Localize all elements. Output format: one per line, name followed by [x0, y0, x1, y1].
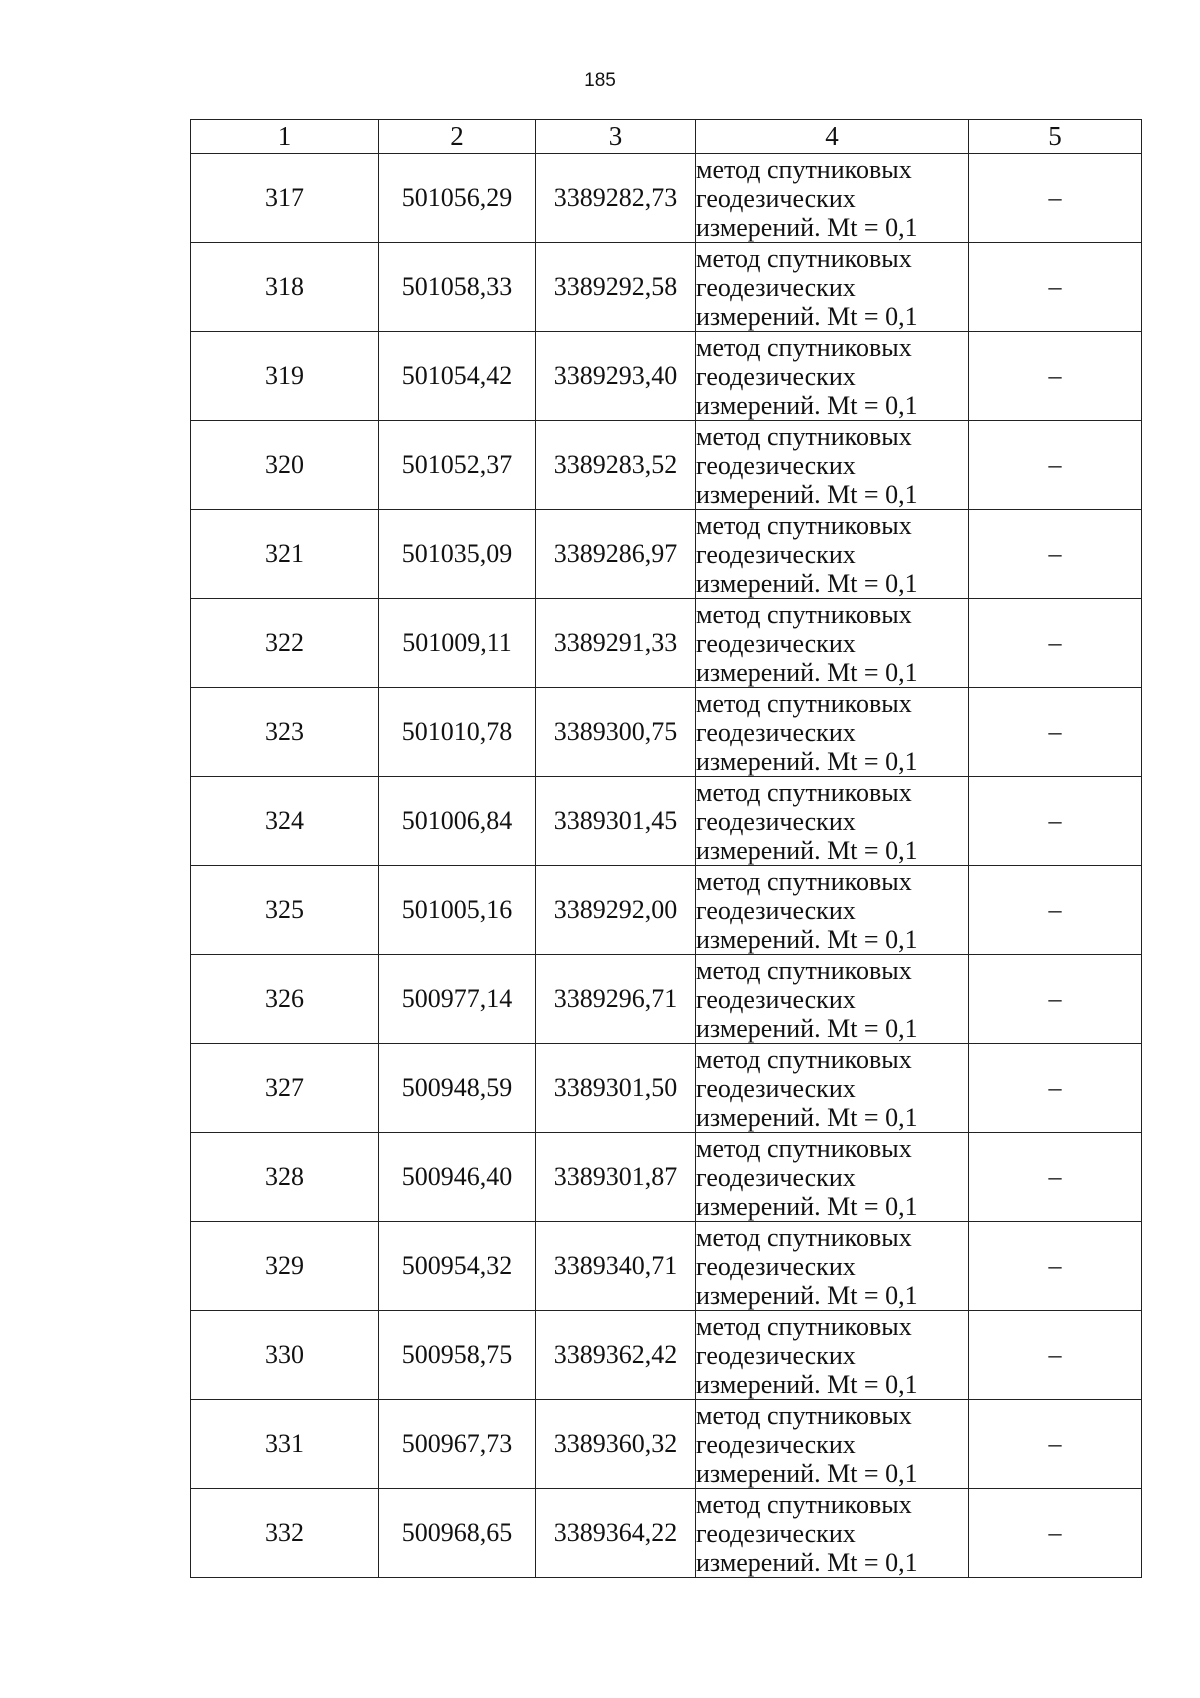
method-text-line: метод спутниковых — [696, 510, 912, 540]
method-cell — [696, 421, 969, 510]
method-cell — [696, 1489, 969, 1578]
y-coordinate-cell: 3389286,97 — [536, 510, 696, 599]
table-row — [191, 154, 1142, 243]
method-cell — [696, 1222, 969, 1311]
table-row — [191, 243, 1142, 332]
method-text-line: измерений. Mt = 0,1 — [696, 301, 918, 331]
table-header-row — [191, 120, 1142, 154]
point-number-cell: 325 — [191, 866, 379, 955]
y-coordinate-cell: 3389340,71 — [536, 1222, 696, 1311]
table-body — [191, 154, 1142, 1578]
method-text-line: метод спутниковых — [696, 1400, 912, 1430]
x-coordinate-cell: 500967,73 — [379, 1400, 536, 1489]
point-number-cell: 322 — [191, 599, 379, 688]
method-text-line: измерений. Mt = 0,1 — [696, 1547, 918, 1577]
method-text-line: геодезических — [696, 1429, 856, 1459]
y-coordinate-cell: 3389293,40 — [536, 332, 696, 421]
table-row — [191, 599, 1142, 688]
table-row — [191, 421, 1142, 510]
method-text-line: геодезических — [696, 984, 856, 1014]
x-coordinate-cell: 501052,37 — [379, 421, 536, 510]
point-number-cell: 317 — [191, 154, 379, 243]
y-coordinate-cell: 3389292,58 — [536, 243, 696, 332]
method-text-line: измерений. Mt = 0,1 — [696, 479, 918, 509]
x-coordinate-cell: 501010,78 — [379, 688, 536, 777]
method-text-line: измерений. Mt = 0,1 — [696, 568, 918, 598]
point-number-cell: 329 — [191, 1222, 379, 1311]
method-cell — [696, 955, 969, 1044]
x-coordinate-cell: 501009,11 — [379, 599, 536, 688]
y-coordinate-cell: 3389291,33 — [536, 599, 696, 688]
error-value-cell: – — [969, 1489, 1142, 1578]
method-cell — [696, 1400, 969, 1489]
error-value-cell: – — [969, 777, 1142, 866]
y-coordinate-cell: 3389364,22 — [536, 1489, 696, 1578]
coordinates-table — [190, 119, 1142, 1578]
method-cell — [696, 777, 969, 866]
method-cell — [696, 1044, 969, 1133]
point-number-cell: 326 — [191, 955, 379, 1044]
error-value-cell: – — [969, 1133, 1142, 1222]
method-text-line: измерений. Mt = 0,1 — [696, 1191, 918, 1221]
method-text-line: геодезических — [696, 539, 856, 569]
point-number-cell: 319 — [191, 332, 379, 421]
method-text-line: метод спутниковых — [696, 866, 912, 896]
table-row — [191, 866, 1142, 955]
method-cell — [696, 1311, 969, 1400]
y-coordinate-cell: 3389362,42 — [536, 1311, 696, 1400]
method-text-line: метод спутниковых — [696, 154, 912, 184]
method-text-line: метод спутниковых — [696, 1489, 912, 1519]
point-number-cell: 331 — [191, 1400, 379, 1489]
method-text-line: метод спутниковых — [696, 1311, 912, 1341]
column-header-5: 5 — [969, 120, 1142, 154]
method-cell — [696, 866, 969, 955]
method-text-line: геодезических — [696, 717, 856, 747]
point-number-cell: 327 — [191, 1044, 379, 1133]
method-text-line: геодезических — [696, 895, 856, 925]
x-coordinate-cell: 501056,29 — [379, 154, 536, 243]
y-coordinate-cell: 3389301,45 — [536, 777, 696, 866]
table-row — [191, 955, 1142, 1044]
method-text-line: измерений. Mt = 0,1 — [696, 1013, 918, 1043]
method-cell — [696, 1133, 969, 1222]
x-coordinate-cell: 501006,84 — [379, 777, 536, 866]
method-text-line: геодезических — [696, 628, 856, 658]
y-coordinate-cell: 3389292,00 — [536, 866, 696, 955]
error-value-cell: – — [969, 1222, 1142, 1311]
method-text-line: метод спутниковых — [696, 243, 912, 273]
error-value-cell: – — [969, 332, 1142, 421]
table-row — [191, 777, 1142, 866]
method-text-line: геодезических — [696, 272, 856, 302]
table-row — [191, 1133, 1142, 1222]
error-value-cell: – — [969, 688, 1142, 777]
x-coordinate-cell: 500977,14 — [379, 955, 536, 1044]
column-header-3: 3 — [536, 120, 696, 154]
method-text-line: геодезических — [696, 1162, 856, 1192]
x-coordinate-cell: 500968,65 — [379, 1489, 536, 1578]
method-text-line: измерений. Mt = 0,1 — [696, 1458, 918, 1488]
method-text-line: измерений. Mt = 0,1 — [696, 657, 918, 687]
x-coordinate-cell: 501035,09 — [379, 510, 536, 599]
point-number-cell: 324 — [191, 777, 379, 866]
table-row — [191, 1311, 1142, 1400]
error-value-cell: – — [969, 1400, 1142, 1489]
method-text-line: измерений. Mt = 0,1 — [696, 1102, 918, 1132]
method-text-line: метод спутниковых — [696, 688, 912, 718]
method-text-line: метод спутниковых — [696, 955, 912, 985]
x-coordinate-cell: 501005,16 — [379, 866, 536, 955]
y-coordinate-cell: 3389282,73 — [536, 154, 696, 243]
y-coordinate-cell: 3389283,52 — [536, 421, 696, 510]
method-text-line: измерений. Mt = 0,1 — [696, 924, 918, 954]
y-coordinate-cell: 3389360,32 — [536, 1400, 696, 1489]
method-text-line: метод спутниковых — [696, 1133, 912, 1163]
error-value-cell: – — [969, 510, 1142, 599]
method-cell — [696, 688, 969, 777]
column-header-1: 1 — [191, 120, 379, 154]
y-coordinate-cell: 3389301,50 — [536, 1044, 696, 1133]
table-row — [191, 332, 1142, 421]
point-number-cell: 323 — [191, 688, 379, 777]
error-value-cell: – — [969, 243, 1142, 332]
method-text-line: геодезических — [696, 1518, 856, 1548]
method-cell — [696, 154, 969, 243]
method-text-line: метод спутниковых — [696, 777, 912, 807]
point-number-cell: 328 — [191, 1133, 379, 1222]
method-text-line: измерений. Mt = 0,1 — [696, 212, 918, 242]
error-value-cell: – — [969, 1311, 1142, 1400]
method-text-line: геодезических — [696, 183, 856, 213]
column-header-2: 2 — [379, 120, 536, 154]
table-row — [191, 1489, 1142, 1578]
y-coordinate-cell: 3389300,75 — [536, 688, 696, 777]
method-text-line: измерений. Mt = 0,1 — [696, 746, 918, 776]
method-text-line: геодезических — [696, 806, 856, 836]
x-coordinate-cell: 500954,32 — [379, 1222, 536, 1311]
x-coordinate-cell: 501054,42 — [379, 332, 536, 421]
error-value-cell: – — [969, 866, 1142, 955]
method-text-line: метод спутниковых — [696, 1044, 912, 1074]
point-number-cell: 330 — [191, 1311, 379, 1400]
error-value-cell: – — [969, 599, 1142, 688]
point-number-cell: 321 — [191, 510, 379, 599]
method-text-line: метод спутниковых — [696, 599, 912, 629]
table-row — [191, 1044, 1142, 1133]
method-text-line: метод спутниковых — [696, 421, 912, 451]
method-text-line: геодезических — [696, 1251, 856, 1281]
method-text-line: геодезических — [696, 1073, 856, 1103]
method-cell — [696, 510, 969, 599]
table-row — [191, 1222, 1142, 1311]
error-value-cell: – — [969, 421, 1142, 510]
y-coordinate-cell: 3389296,71 — [536, 955, 696, 1044]
point-number-cell: 332 — [191, 1489, 379, 1578]
method-cell — [696, 332, 969, 421]
table-row — [191, 510, 1142, 599]
method-cell — [696, 599, 969, 688]
x-coordinate-cell: 500948,59 — [379, 1044, 536, 1133]
column-header-4: 4 — [696, 120, 969, 154]
method-text-line: геодезических — [696, 1340, 856, 1370]
error-value-cell: – — [969, 1044, 1142, 1133]
error-value-cell: – — [969, 955, 1142, 1044]
page-number: 185 — [584, 70, 616, 91]
method-text-line: измерений. Mt = 0,1 — [696, 1280, 918, 1310]
x-coordinate-cell: 500946,40 — [379, 1133, 536, 1222]
method-text-line: метод спутниковых — [696, 332, 912, 362]
table-row — [191, 688, 1142, 777]
point-number-cell: 318 — [191, 243, 379, 332]
y-coordinate-cell: 3389301,87 — [536, 1133, 696, 1222]
error-value-cell: – — [969, 154, 1142, 243]
method-text-line: измерений. Mt = 0,1 — [696, 1369, 918, 1399]
method-text-line: геодезических — [696, 450, 856, 480]
method-text-line: метод спутниковых — [696, 1222, 912, 1252]
x-coordinate-cell: 500958,75 — [379, 1311, 536, 1400]
method-cell — [696, 243, 969, 332]
method-text-line: измерений. Mt = 0,1 — [696, 835, 918, 865]
point-number-cell: 320 — [191, 421, 379, 510]
table-row — [191, 1400, 1142, 1489]
method-text-line: измерений. Mt = 0,1 — [696, 390, 918, 420]
x-coordinate-cell: 501058,33 — [379, 243, 536, 332]
method-text-line: геодезических — [696, 361, 856, 391]
